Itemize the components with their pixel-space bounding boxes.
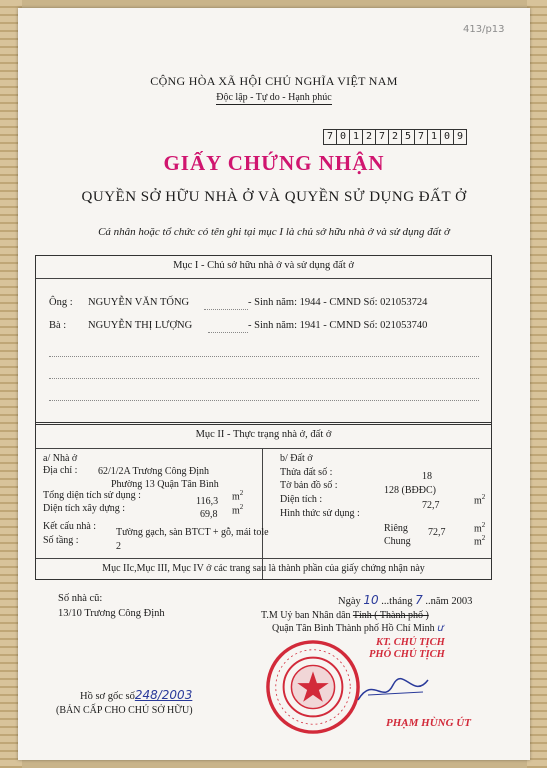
section2-header: Mục II - Thực trạng nhà ở, đất ở (195, 429, 332, 440)
land-area-label: Diện tích : (280, 494, 323, 505)
owner2-detail: - Sinh năm: 1941 - CMND Số: 021053740 (248, 320, 428, 331)
national-motto: Độc lập - Tự do - Hạnh phúc (216, 92, 332, 103)
section2-box (35, 422, 492, 580)
address-label: Địa chỉ : (43, 465, 78, 476)
total-area-unit: $m^2$ (232, 489, 244, 503)
serial-number (324, 129, 467, 145)
issue-date: Ngày 10 ...tháng 7 ..năm 2003 (338, 593, 473, 607)
private-area-unit: $m^2$ (474, 521, 486, 535)
signer-role2: PHÓ CHỦ TỊCH (369, 649, 445, 660)
owner2-name: NGUYỄN THỊ LƯỢNG (88, 320, 193, 331)
build-area: 69,8 (200, 509, 218, 520)
owner1-prefix: Ông : (49, 297, 73, 308)
page-title: GIẤY CHỨNG NHẬN (163, 151, 385, 175)
issuer-line2: Quận Tân Bình Thành phố Hồ Chí Minh ư (272, 623, 444, 634)
floors-label: Số tầng : (43, 535, 79, 546)
section1-header: Mục I - Chủ sở hữu nhà ở và sử dụng đất ở (173, 260, 354, 271)
address-line1: 62/1/2A Trương Công Định (98, 466, 210, 477)
window-blind-right (527, 0, 547, 768)
land-area-unit: $m^2$ (474, 493, 486, 507)
owner2-prefix: Bà : (49, 320, 67, 331)
signer-role1: KT. CHỦ TỊCH (376, 637, 445, 648)
section1-box (35, 255, 492, 425)
issuer-line1: T.M Uỷ ban Nhân dân Tỉnh ( Thành phố ) (261, 610, 429, 621)
serial-digit: 1 (349, 129, 363, 145)
serial-digit: 7 (375, 129, 389, 145)
total-area-label: Tổng diện tích sử dụng : (43, 490, 141, 501)
parcel-label: Thửa đất số : (280, 467, 333, 478)
map-sheet: 128 (BĐĐC) (384, 485, 436, 496)
serial-digit: 1 (427, 129, 441, 145)
address-line2: Phường 13 Quận Tân Bình (111, 479, 219, 490)
handwritten-signature (353, 670, 433, 710)
nation-name: CỘNG HÒA XÃ HỘI CHỦ NGHĨA VIỆT NAM (150, 74, 398, 88)
private-area: 72,7 (428, 527, 446, 538)
page-subtitle: QUYỀN SỞ HỮU NHÀ Ở VÀ QUYỀN SỬ DỤNG ĐẤT Ở (81, 189, 467, 205)
serial-digit: 7 (323, 129, 337, 145)
structure-label: Kết cấu nhà : (43, 521, 97, 532)
map-sheet-label: Tờ bản đồ số : (280, 480, 338, 491)
owner1-detail: - Sinh năm: 1944 - CMND Số: 021053724 (248, 297, 428, 308)
serial-digit: 5 (401, 129, 415, 145)
official-seal-stamp (264, 638, 362, 736)
copy-note: (BẢN CẤP CHO CHỦ SỞ HỮU) (56, 705, 193, 716)
intro-text: Cá nhân hoặc tổ chức có tên ghi tại mục I là chủ sở hữu nhà ở và sử dụng đất ở (98, 226, 450, 238)
structure: Tường gạch, sàn BTCT + gỗ, mái tole (116, 527, 269, 538)
root-number: Hồ sơ gốc số248/2003 (80, 688, 193, 702)
serial-digit: 9 (453, 129, 467, 145)
pencil-note: 413/p13 (463, 24, 505, 35)
owner1-name: NGUYỄN VĂN TỐNG (88, 297, 190, 308)
land-label: b/ Đất ở (280, 453, 313, 464)
house-label: a/ Nhà ở (43, 453, 78, 464)
floors: 2 (116, 541, 121, 552)
serial-digit: 2 (362, 129, 376, 145)
shared-label: Chung (384, 536, 411, 547)
private-label: Riêng (384, 523, 408, 534)
usage-label: Hình thức sử dụng : (280, 508, 360, 519)
old-house-value: 13/10 Trương Công Định (58, 608, 165, 619)
parcel-number: 18 (422, 471, 432, 482)
serial-digit: 0 (440, 129, 454, 145)
build-area-unit: $m^2$ (232, 503, 244, 517)
shared-area-unit: $m^2$ (474, 534, 486, 548)
serial-digit: 0 (336, 129, 350, 145)
serial-digit: 2 (388, 129, 402, 145)
build-area-label: Diện tích xây dựng : (43, 503, 126, 514)
signer-name: PHẠM HÙNG ÚT (386, 717, 471, 729)
land-area: 72,7 (422, 500, 440, 511)
total-area: 116,3 (196, 496, 219, 507)
certificate-page (18, 8, 530, 760)
serial-digit: 7 (414, 129, 428, 145)
old-house-label: Số nhà cũ: (58, 593, 103, 604)
footer-note: Mục IIc,Mục III, Mục IV ở các trang sau là thành phần của giấy chứng nhận này (102, 563, 425, 574)
